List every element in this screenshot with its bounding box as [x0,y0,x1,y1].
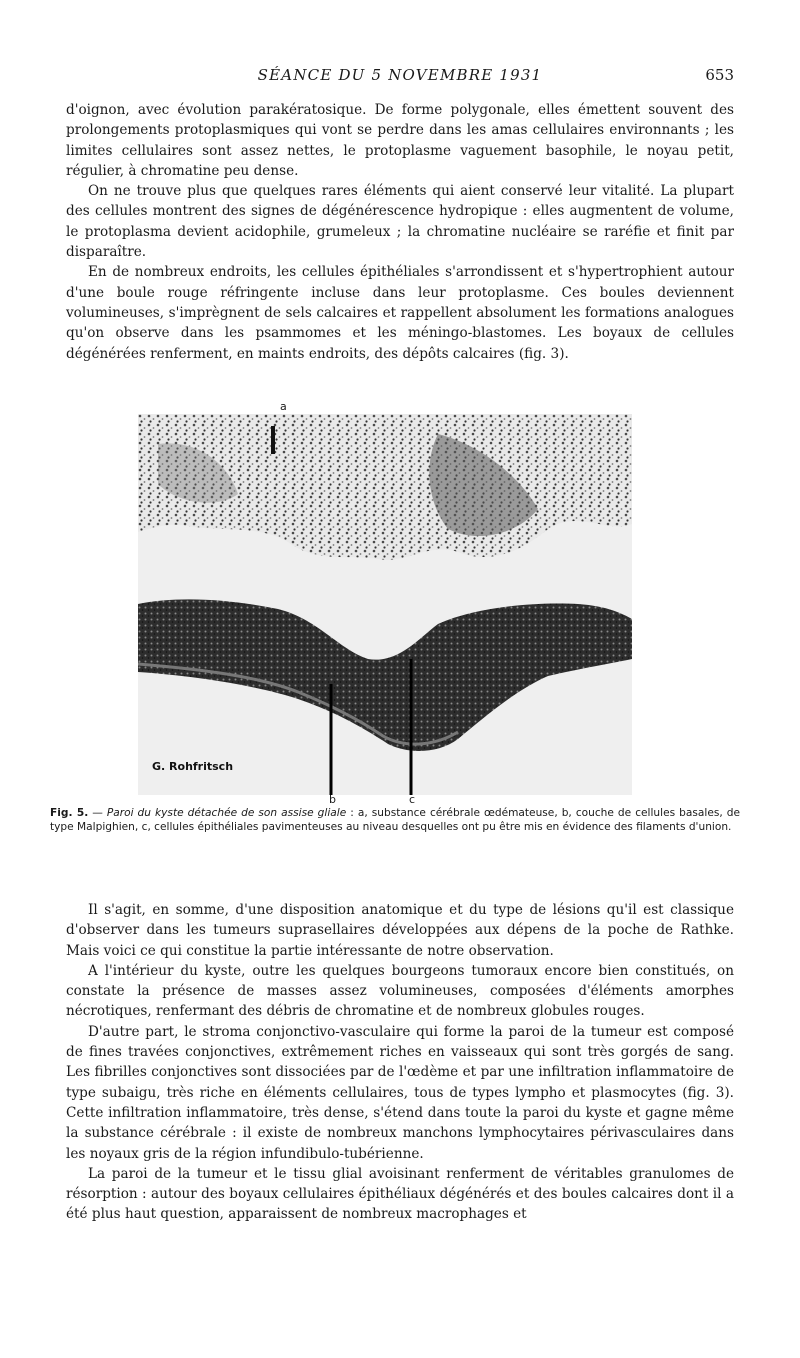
figure-caption: Fig. 5. — Paroi du kyste détachée de son assise gliale : a, substance cérébrale œdémateuse, b, couche de cellules basales, de type Malpighien, c, cellules épithéliales pavimenteuses au niveau desquelles ont pu être mis en évidence des filaments d'union. [50,807,740,833]
paragraph: On ne trouve plus que quelques rares éléments qui aient conservé leur vitalité. La plupart des cellules montrent des signes de dégénérescence hydropique : elles augmentent de volume, le protoplasma devient acidophile, grumeleux ; la chromatine nucléaire se raréfie et finit par disparaître. [66,183,734,261]
paragraph: En de nombreux endroits, les cellules épithéliales s'arrondissent et s'hypertrophient autour d'une boule rouge réfringente incluse dans leur protoplasme. Ces boules deviennent volumineuses, s'imprègnent de sels calcaires et rappellent absolument les formations analogues qu'on observe dans les psammomes et les méningo-blastomes. Les boyaux de cellules dégénérées renferment, en maints endroits, des dépôts calcaires (fig. 3). [66,264,734,362]
caption-text: : a, substance cérébrale œdémateuse, b, couche de cellules basales, de type Malpighien, c, cellules épithéliales pavimenteuses au niveau desquelles ont pu être mis en évidence des filaments d'union. [50,807,740,833]
figure-signature: G. Rohfritsch [152,760,234,773]
paragraph: d'oignon, avec évolution parakératosique. De forme polygonale, elles émettent souvent des prolongements protoplasmiques qui vont se perdre dans les amas cellulaires environnants ; les limites cellulaires sont assez nettes, le protoplasme vaguement basophile, le noyau petit, régulier, à chromatine peu dense. [66,102,734,179]
body-text-top [66,100,734,364]
page-number: 653 [705,66,734,84]
running-title: SÉANCE DU 5 NOVEMBRE 1931 [257,66,543,84]
caption-number: Fig. 5. [50,807,89,819]
paragraph: A l'intérieur du kyste, outre les quelques bourgeons tumoraux encore bien constitués, on constate la présence de masses assez volumineuses, composées d'éléments amorphes nécrotiques, renfermant des débris de chromatine et de nombreux globules rouges. [66,962,734,1020]
paragraph: La paroi de la tumeur et le tissu glial avoisinant renferment de véritables granulomes de résorption : autour des boyaux cellulaires épithéliaux dégénérés et des boules calcaires dont il a été plus haut question, apparaissent de nombreux macrophages et [66,1165,734,1223]
figure-label-b: b [329,793,336,806]
caption-title: Paroi du kyste détachée de son assise gliale [106,807,347,819]
figure-label-a: a [280,400,287,413]
micrograph-image [138,414,632,795]
micrograph-figure [138,414,632,795]
body-text-bottom [66,900,734,1225]
paragraph: Il s'agit, en somme, d'une disposition anatomique et du type de lésions qu'il est classique d'observer dans les tumeurs suprasellaires développées aux dépens de la poche de Rathke. Mais voici ce qui constitue la partie intéressante de notre observation. [66,902,734,959]
running-header [66,66,734,88]
figure-label-c: c [409,793,416,806]
paragraph: D'autre part, le stroma conjonctivo-vasculaire qui forme la paroi de la tumeur est composé de fines travées conjonctives, extrêmement riches en vaisseaux qui sont très gorgés de sang. Les fibrilles conjonctives sont dissociées par de l'œdème et par une infiltration inflammatoire de type subaigu, très riche en éléments cellulaires, tous de types lympho et plasmocytes (fig. 3). Cette infiltration inflammatoire, très dense, s'étend dans toute la paroi du kyste et gagne même la substance cérébrale : il existe de nombreux manchons lymphocytaires périvasculaires dans les noyaux gris de la région infundibulo-tubérienne. [66,1023,734,1162]
